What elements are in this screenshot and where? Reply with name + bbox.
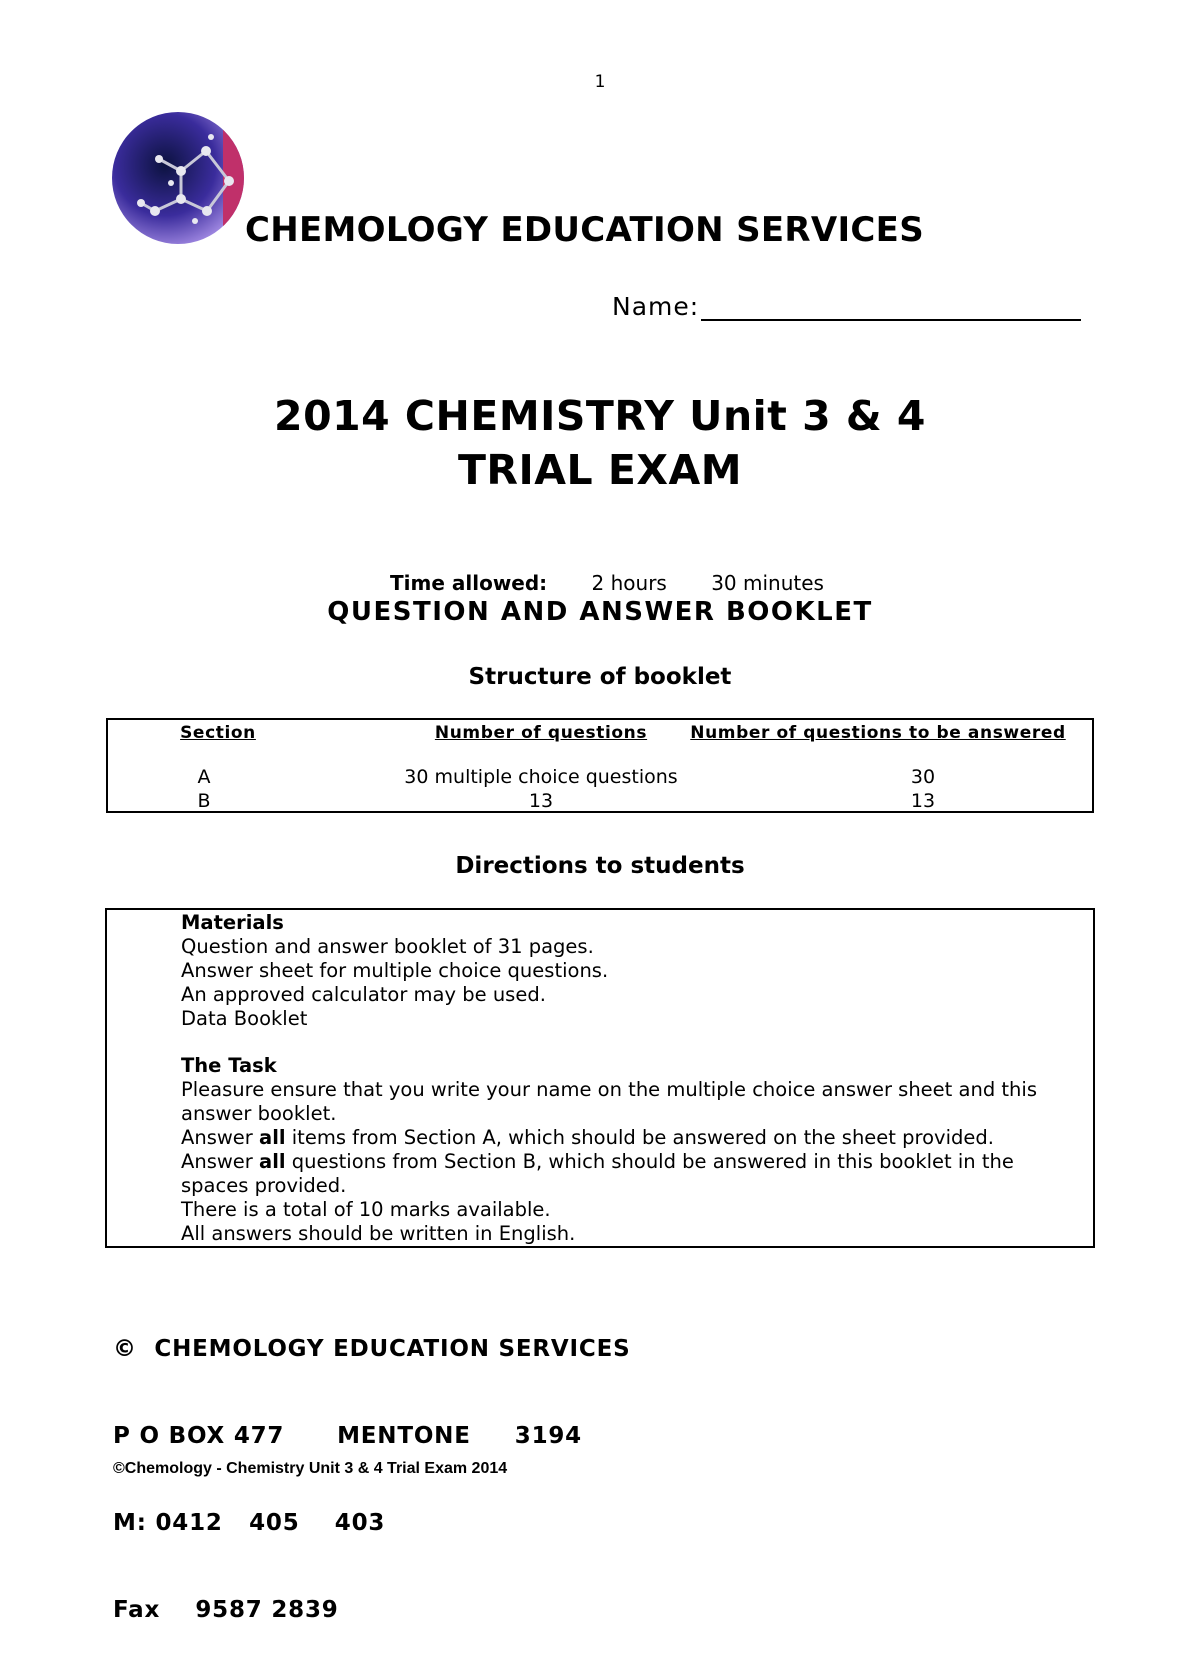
directions-task [181,1054,1037,1246]
page-number: 1 [594,72,606,92]
task-heading: The Task [181,1054,277,1077]
directions-heading: Directions to students [455,853,745,879]
structure-row-b-questions: 13 [528,790,554,812]
time-hours: 2 hours [591,571,667,595]
task-line: answer booklet. [181,1102,337,1125]
booklet-title: QUESTION AND ANSWER BOOKLET [327,597,873,627]
structure-row-b-answered: 13 [910,790,936,812]
task-line: There is a total of 10 marks available. [181,1198,551,1221]
task-answer-word: Answer [181,1126,253,1149]
time-allowed-label: Time allowed: [390,571,548,595]
task-line [181,1150,1037,1174]
task-line [181,1126,1037,1150]
exam-title-line1: 2014 CHEMISTRY Unit 3 & 4 [274,392,926,440]
exam-title-line2: TRIAL EXAM [457,446,743,494]
materials-item: Question and answer booklet of 31 pages. [181,935,594,958]
structure-header-questions: Number of questions [434,723,648,743]
time-allowed [390,571,824,595]
task-line: Pleasure ensure that you write your name on the multiple choice answer sheet and this [181,1078,1037,1101]
name-blank-line[interactable] [701,293,1081,321]
materials-item: Answer sheet for multiple choice questions. [181,959,609,982]
task-line-rest: items from Section A, which should be answered on the sheet provided. [291,1126,994,1149]
page-footer: ©Chemology - Chemistry Unit 3 & 4 Trial Exam 2014 [113,1460,508,1477]
contact-address: P O BOX 477 MENTONE 3194 [113,1423,582,1449]
name-label: Name: [612,292,700,321]
organization-title: CHEMOLOGY EDUCATION SERVICES [245,210,924,250]
task-all-emphasis: all [259,1150,286,1173]
structure-row-b-section: B [197,790,211,812]
structure-row-a-section: A [197,766,211,788]
structure-header-section: Section [180,723,256,743]
structure-row-a-questions: 30 multiple choice questions [404,766,678,788]
task-answer-word: Answer [181,1150,253,1173]
directions-materials [181,911,608,1031]
time-minutes: 30 minutes [711,571,824,595]
materials-item: Data Booklet [181,1007,308,1030]
task-all-emphasis: all [259,1126,286,1149]
structure-row-a-answered: 30 [910,766,936,788]
task-line: spaces provided. [181,1174,347,1197]
contact-fax: Fax 9587 2839 [113,1597,339,1623]
structure-table [106,718,1094,813]
materials-item: An approved calculator may be used. [181,983,546,1006]
structure-header-answered: Number of questions to be answered [690,723,1066,743]
molecule-logo-icon [111,111,245,245]
contact-mobile: M: 0412 405 403 [113,1510,386,1536]
task-line: All answers should be written in English. [181,1222,576,1245]
task-line-rest: questions from Section B, which should be answered in this booklet in the [291,1150,1014,1173]
structure-heading: Structure of booklet [468,664,732,690]
name-field[interactable] [612,292,1081,321]
materials-heading: Materials [181,911,284,934]
contact-org: © CHEMOLOGY EDUCATION SERVICES [113,1336,631,1362]
